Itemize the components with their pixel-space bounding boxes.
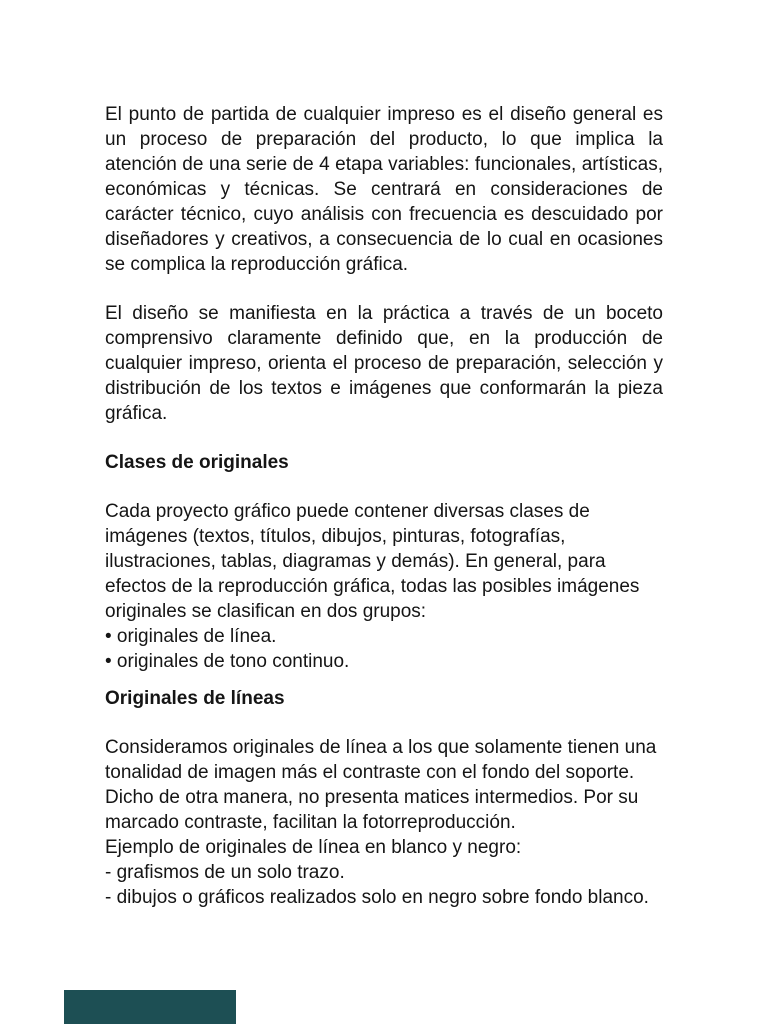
next-page-teal-block (64, 990, 236, 1024)
paragraph-punto-de-partida: El punto de partida de cualquier impreso es el diseño general es un proceso de preparación del producto, lo que implica la atención de una serie de 4 etapa variables: funcionales, artísticas, económicas y técnicas. Se centrará en consideraciones de carácter técnico, cuyo análisis con frecuencia es descuidado por diseñadores y creativos, a consecuencia de lo cual en ocasiones se complica la reproducción gráfica. (105, 104, 663, 275)
heading-clases-de-originales: Clases de originales (105, 452, 289, 473)
bullet-item-originales-de-tono-continuo: • originales de tono continuo. (105, 651, 350, 672)
heading-originales-de-lineas: Originales de líneas (105, 688, 285, 709)
bullet-item-originales-de-linea: • originales de línea. (105, 626, 277, 647)
document-text (105, 102, 663, 910)
paragraph-clases-de-imagenes: Cada proyecto gráfico puede contener diversas clases de imágenes (textos, títulos, dibujos, pinturas, fotografías, ilustraciones, tablas, diagramas y demás). En general, para efectos de la reproducción gráfica, todas las posibles imágenes originales se clasifican en dos grupos: (105, 501, 640, 622)
paragraph-consideramos-originales: Consideramos originales de línea a los que solamente tienen una tonalidad de imagen más el contraste con el fondo del soporte. Dicho de otra manera, no presenta matices intermedios. Por su marcado contraste, facilitan la fotorreproducción. (105, 737, 657, 833)
dash-item-grafismos: - grafismos de un solo trazo. (105, 862, 345, 883)
dash-item-dibujos-o-graficos: - dibujos o gráficos realizados solo en negro sobre fondo blanco. (105, 887, 649, 908)
paragraph-diseno-boceto: El diseño se manifiesta en la práctica a través de un boceto comprensivo claramente definido que, en la producción de cualquier impreso, orienta el proceso de preparación, selección y distribución de los textos e imágenes que conformarán la pieza gráfica. (105, 303, 663, 424)
line-ejemplo-blanco-y-negro: Ejemplo de originales de línea en blanco y negro: (105, 837, 522, 858)
